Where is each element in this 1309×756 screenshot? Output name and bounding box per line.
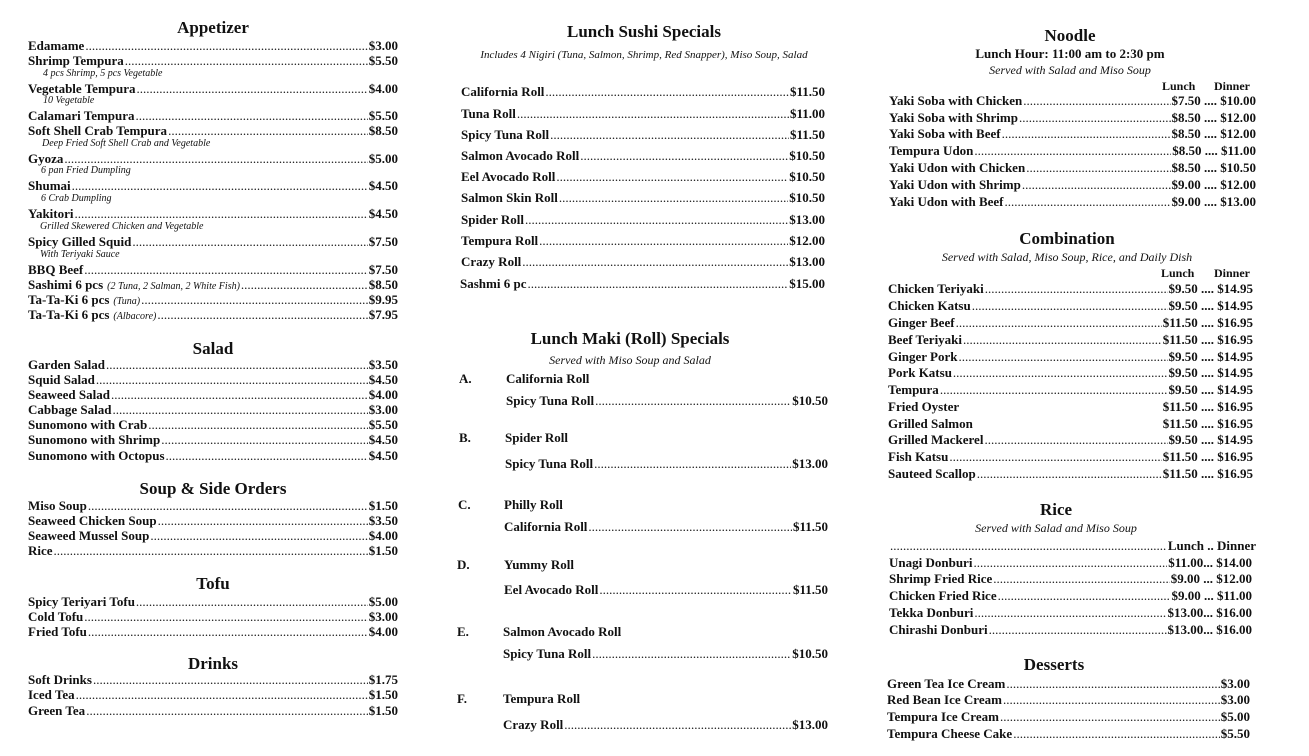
menu-item: Ginger Pork ..... $9.50 .... $14.95 — [888, 349, 1253, 364]
tofu-title: Tofu — [196, 574, 230, 593]
noodle-subtitle: Served with Salad and Miso Soup — [989, 63, 1151, 77]
menu-item: Garden Salad ..... $3.50 — [28, 357, 398, 372]
menu-item: Yaki Udon with Chicken ..... $8.50 .... $10.50 — [889, 160, 1256, 175]
combo-first-roll: California Roll — [506, 371, 590, 386]
combo-second-roll: Eel Avocado Roll ..... $11.50 — [504, 582, 828, 597]
menu-item: Cabbage Salad ..... $3.00 — [28, 402, 398, 417]
menu-item: Sunomono with Octopus ..... $4.50 — [28, 448, 398, 463]
menu-item: Tempura Udon ..... $8.50 .... $11.00 — [889, 143, 1256, 158]
menu-item: Fish Katsu ..... $11.50 .... $16.95 — [888, 449, 1253, 464]
menu-item: Shumai ..... $4.50 — [28, 178, 398, 193]
menu-item: BBQ Beef ..... $7.50 — [28, 262, 398, 277]
menu-item: Iced Tea ..... $1.50 — [28, 687, 398, 702]
menu-item: Ta-Ta-Ki 6 pcs (Tuna) ..... $9.95 — [28, 292, 398, 309]
menu-item: Miso Soup ..... $1.50 — [28, 498, 398, 513]
menu-item: Salmon Avocado Roll ..... $10.50 — [461, 148, 825, 163]
lunch-maki-title: Lunch Maki (Roll) Specials — [530, 329, 730, 348]
salad-title: Salad — [192, 339, 234, 358]
menu-item: Ginger Beef ..... $11.50 .... $16.95 — [888, 315, 1253, 330]
combination-title: Combination — [1019, 229, 1115, 248]
item-note: 6 pan Fried Dumpling — [41, 165, 131, 176]
menu-item: Spider Roll ..... $13.00 — [461, 212, 825, 227]
lunch-header: Lunch — [1161, 266, 1195, 280]
combo-letter: B. — [459, 430, 471, 445]
rice-subtitle: Served with Salad and Miso Soup — [975, 521, 1137, 535]
combo-letter: C. — [458, 497, 471, 512]
combo-first-roll: Yummy Roll — [504, 557, 574, 572]
soup-title: Soup & Side Orders — [139, 479, 287, 498]
dinner-header: Dinner — [1214, 266, 1250, 280]
menu-item: Beef Teriyaki ..... $11.50 .... $16.95 — [888, 332, 1253, 347]
combo-letter: A. — [459, 371, 472, 386]
menu-item: Salmon Skin Roll ..... $10.50 — [461, 190, 825, 205]
dinner-header: Dinner — [1217, 538, 1256, 553]
item-note: With Teriyaki Sauce — [40, 249, 120, 260]
menu-item: Shrimp Tempura ..... $5.50 — [28, 53, 398, 68]
menu-item: Yaki Soba with Chicken ..... $7.50 .... $10.00 — [889, 93, 1256, 108]
menu-item: Edamame ..... $3.00 — [28, 38, 398, 53]
menu-item: Green Tea ..... $1.50 — [28, 703, 398, 718]
desserts-title: Desserts — [1023, 655, 1085, 674]
menu-item: Yakitori ..... $4.50 — [28, 206, 398, 221]
menu-item: Grilled Mackerel ..... $9.50 .... $14.95 — [888, 432, 1253, 447]
menu-item: Yaki Udon with Shrimp ..... $9.00 .... $12.00 — [889, 177, 1256, 192]
combo-second-roll: Spicy Tuna Roll ..... $13.00 — [505, 456, 828, 471]
menu-item: Tempura Cheese Cake ..... $5.50 — [887, 726, 1250, 741]
menu-item: Gyoza ..... $5.00 — [28, 151, 398, 166]
menu-item: Seaweed Salad ..... $4.00 — [28, 387, 398, 402]
menu-item: Fried Tofu ..... $4.00 — [28, 624, 398, 639]
menu-item: Green Tea Ice Cream ..... $3.00 — [887, 676, 1250, 691]
menu-item: Red Bean Ice Cream ..... $3.00 — [887, 692, 1250, 707]
rice-title: Rice — [1039, 500, 1073, 519]
menu-item: Unagi Donburi ..... $11.00 ... $14.00 — [889, 555, 1252, 570]
menu-item: Eel Avocado Roll ..... $10.50 — [461, 169, 825, 184]
dinner-header: Dinner — [1214, 79, 1250, 93]
item-note: Deep Fried Soft Shell Crab and Vegetable — [42, 138, 211, 149]
menu-item: Yaki Udon with Beef ..... $9.00 .... $13.00 — [889, 194, 1256, 209]
menu-item: Squid Salad ..... $4.50 — [28, 372, 398, 387]
appetizer-title: Appetizer — [177, 18, 249, 37]
menu-item: Sashmi 6 pc ..... $15.00 — [460, 276, 825, 291]
combination-subtitle: Served with Salad, Miso Soup, Rice, and Daily Dish — [941, 250, 1193, 264]
item-note: Grilled Skewered Chicken and Vegetable — [40, 221, 204, 232]
menu-item: Spicy Teriyari Tofu ..... $5.00 — [28, 594, 398, 609]
menu-item: Sauteed Scallop ..... $11.50 .... $16.95 — [888, 466, 1253, 481]
item-note: 4 pcs Shrimp, 5 pcs Vegetable — [43, 68, 163, 79]
item-note: 6 Crab Dumpling — [41, 193, 112, 204]
menu-item: Tempura Ice Cream ..... $5.00 — [887, 709, 1250, 724]
menu-item: Rice ..... $1.50 — [28, 543, 398, 558]
menu-item: Spicy Tuna Roll ..... $11.50 — [461, 127, 825, 142]
combo-first-roll: Tempura Roll — [503, 691, 581, 706]
menu-item: Ta-Ta-Ki 6 pcs (Albacore) ..... $7.95 — [28, 307, 398, 324]
menu-item: Chicken Fried Rice ..... $9.00 ... $11.00 — [889, 588, 1252, 603]
menu-item: Yaki Soba with Beef ..... $8.50 .... $12.00 — [889, 126, 1256, 141]
rice-header-row: ..... Lunch .. Dinner — [889, 538, 1256, 553]
combo-first-roll: Spider Roll — [505, 430, 568, 445]
menu-item: Sunomono with Crab ..... $5.50 — [28, 417, 398, 432]
lunch-sushi-title: Lunch Sushi Specials — [566, 22, 721, 41]
menu-item: Seaweed Chicken Soup ..... $3.50 — [28, 513, 398, 528]
menu-item: Pork Katsu ..... $9.50 .... $14.95 — [888, 365, 1253, 380]
menu-item: Soft Drinks ..... $1.75 — [28, 672, 398, 687]
menu-item: Crazy Roll ..... $13.00 — [461, 254, 825, 269]
menu-item: Tempura ..... $9.50 .... $14.95 — [888, 382, 1253, 397]
lunch-header: Lunch — [1167, 538, 1204, 553]
combo-second-roll: California Roll ..... $11.50 — [504, 519, 828, 534]
menu-item: Sashimi 6 pcs (2 Tuna, 2 Salman, 2 White Fish) ..... $8.50 — [28, 277, 398, 294]
menu-item: Spicy Gilled Squid ..... $7.50 — [28, 234, 398, 249]
menu-item: Chicken Teriyaki ..... $9.50 .... $14.95 — [888, 281, 1253, 296]
menu-item: Soft Shell Crab Tempura ..... $8.50 — [28, 123, 398, 138]
menu-item: Tuna Roll ..... $11.00 — [461, 106, 825, 121]
menu-item: Vegetable Tempura ..... $4.00 — [28, 81, 398, 96]
noodle-title: Noodle — [1044, 26, 1096, 45]
combo-first-roll: Salmon Avocado Roll — [503, 624, 622, 639]
combo-second-roll: Spicy Tuna Roll ..... $10.50 — [503, 646, 828, 661]
lunch-maki-subtitle: Served with Miso Soup and Salad — [549, 353, 711, 367]
menu-item: Tekka Donburi ..... $13.00 ... $16.00 — [889, 605, 1252, 620]
menu-item: California Roll ..... $11.50 — [461, 84, 825, 99]
menu-item: Calamari Tempura ..... $5.50 — [28, 108, 398, 123]
menu-item: Shrimp Fried Rice ..... $9.00 ... $12.00 — [889, 571, 1252, 586]
combo-letter: E. — [457, 624, 469, 639]
drinks-title: Drinks — [187, 654, 239, 673]
menu-item: Fried Oyster $11.50 .... $16.95 — [888, 399, 1253, 414]
menu-item: Yaki Soba with Shrimp ..... $8.50 .... $12.00 — [889, 110, 1256, 125]
menu-item: Cold Tofu ..... $3.00 — [28, 609, 398, 624]
combo-second-roll: Spicy Tuna Roll ..... $10.50 — [506, 393, 828, 408]
item-note: 10 Vegetable — [43, 95, 95, 106]
combo-first-roll: Philly Roll — [504, 497, 563, 512]
menu-item: Tempura Roll ..... $12.00 — [461, 233, 825, 248]
menu-item: Grilled Salmon $11.50 .... $16.95 — [888, 416, 1253, 431]
combo-second-roll: Crazy Roll ..... $13.00 — [503, 717, 828, 732]
lunch-hours: Lunch Hour: 11:00 am to 2:30 pm — [975, 46, 1165, 61]
menu-item: Chirashi Donburi ..... $13.00 ... $16.00 — [889, 622, 1252, 637]
combo-letter: D. — [457, 557, 470, 572]
lunch-header: Lunch — [1162, 79, 1196, 93]
lunch-sushi-subtitle: Includes 4 Nigiri (Tuna, Salmon, Shrimp, Red Snapper), Miso Soup, Salad — [480, 49, 808, 61]
menu-item: Seaweed Mussel Soup ..... $4.00 — [28, 528, 398, 543]
menu-item: Chicken Katsu ..... $9.50 .... $14.95 — [888, 298, 1253, 313]
menu-item: Sunomono with Shrimp ..... $4.50 — [28, 432, 398, 447]
combo-letter: F. — [457, 691, 467, 706]
